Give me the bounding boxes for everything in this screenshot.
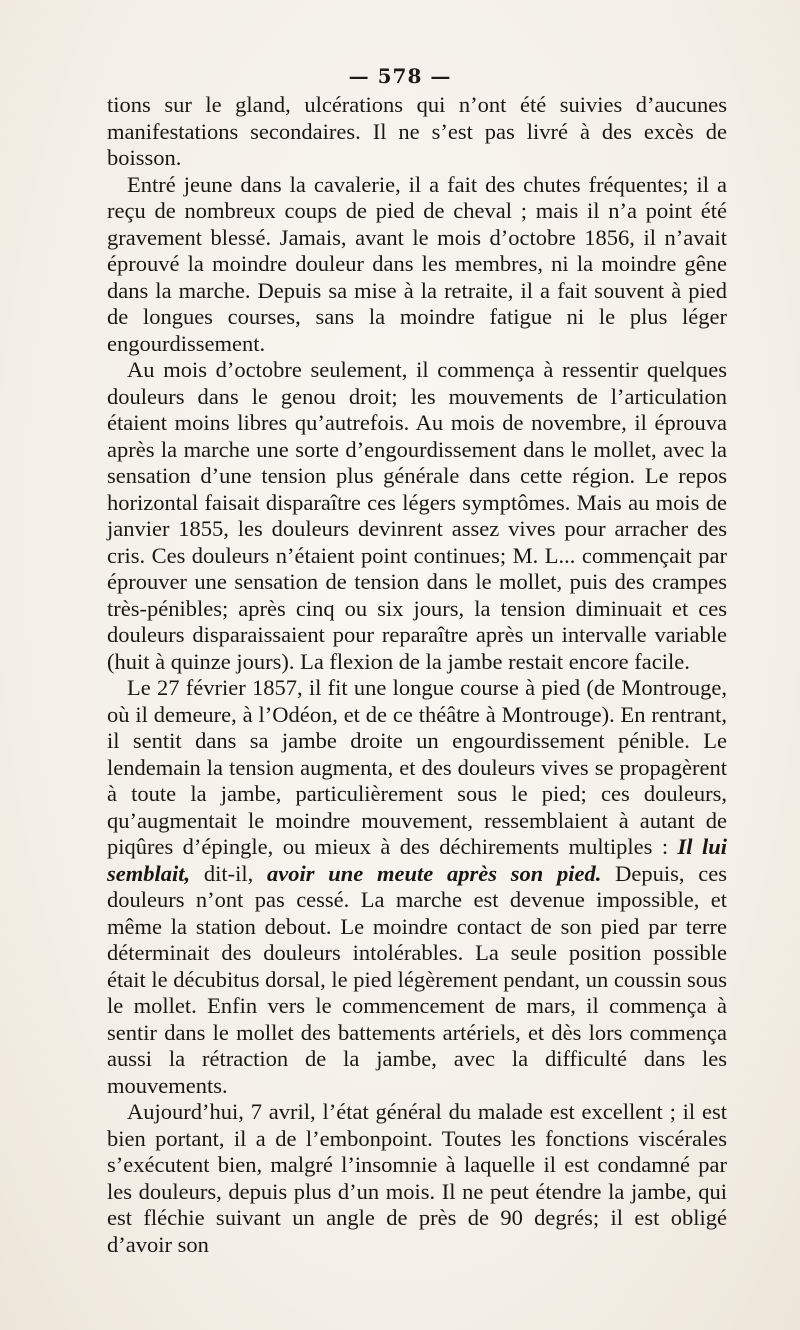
text-segment: Le 27 février 1857, il fit une longue course à pied (de Montrouge, où il demeure, à l’Odéon, et de ce théâtre à Montrouge). En rentrant, il sentit dans sa jambe droite un engourdissement pénible. Le lendemain la tension augmenta, et des douleurs vives se propagèrent à toute la jambe, particulièrement sous le pied; ces douleurs, qu’augmentait le moindre mouvement, ressemblaient à autant de piqûres d’épingle, ou mieux à des déchirements multiples : <box>107 675 727 859</box>
paragraph-p1 <box>107 92 727 172</box>
italic-quote: Il lui semblait, <box>107 834 728 886</box>
page-number: — 578 — <box>348 64 452 88</box>
text-segment: dit-il, <box>190 860 267 886</box>
body-text <box>107 92 727 1258</box>
text-segment: Depuis, ces douleurs n’ont pas cessé. La marche est devenue impossible, et même la station debout. Le moindre contact de son pied par terre déterminait des douleurs intolérables. La seule position possible était le décubitus dorsal, le pied légèrement pendant, un coussin sous le mollet. Enfin vers le commencement de mars, il commença à sentir dans le mollet des battements artériels, et dès lors commença aussi la rétraction de la jambe, avec la difficulté dans les mouvements. <box>107 860 727 1098</box>
text-segment: Entré jeune dans la cavalerie, il a fait des chutes fréquentes; il a reçu de nombreux coups de pied de cheval ; mais il n’a point été gravement blessé. Jamais, avant le mois d’octobre 1856, il n’avait éprouvé la moindre douleur dans les membres, ni la moindre gêne dans la marche. Depuis sa mise à la retraite, il a fait souvent à pied de longues courses, sans la moindre fatigue ni le plus léger engourdissement. <box>107 171 727 356</box>
paragraph-p5 <box>107 1099 727 1258</box>
paragraph-p4 <box>107 675 727 1099</box>
text-segment: tions sur le gland, ulcérations qui n’ont été suivies d’aucunes manifestations secondaires. Il ne s’est pas livré à des excès de boisson. <box>107 92 727 170</box>
text-segment: Au mois d’octobre seulement, il commença à ressentir quelques douleurs dans le genou droit; les mouvements de l’articulation étaient moins libres qu’autrefois. Au mois de novembre, il éprouva après la marche une sorte d’engourdissement dans le mollet, avec la sensation d’une tension plus générale dans cette région. Le repos horizontal faisait disparaître ces légers symptômes. Mais au mois de janvier 1855, les douleurs devinrent assez vives pour arracher des cris. Ces douleurs n’étaient point continues; M. L... commençait par éprouver une sensation de tension dans le mollet, puis des crampes très-pénibles; après cinq ou six jours, la tension diminuait et ces douleurs disparaissaient pour reparaître après un intervalle variable (huit à quinze jours). La flexion de la jambe restait encore facile. <box>107 357 727 674</box>
text-segment: Aujourd’hui, 7 avril, l’état général du malade est excellent ; il est bien portant, il a de l’embonpoint. Toutes les fonctions viscérales s’exécutent bien, malgré l’insomnie à laquelle il est condamné par les douleurs, depuis plus d’un mois. Il ne peut étendre la jambe, qui est fléchie suivant un angle de près de 90 degrés; il est obligé d’avoir son <box>107 1099 727 1257</box>
paragraph-p3 <box>107 357 727 675</box>
italic-quote: avoir une meute après son pied. <box>267 860 602 886</box>
paragraph-p2 <box>107 172 727 358</box>
